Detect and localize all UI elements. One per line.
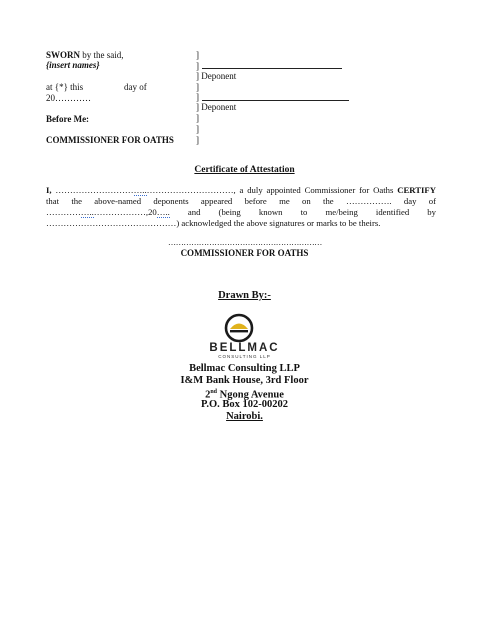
- sworn-line: [46, 50, 124, 60]
- sworn-label: SWORN: [46, 50, 81, 60]
- logo-subtitle: CONSULTING LLP: [218, 354, 271, 359]
- jurat-commissioner-label: COMMISSIONER FOR OATHS: [46, 135, 174, 145]
- day-of-label: day of: [124, 82, 147, 92]
- insert-names: {insert names}: [46, 60, 100, 70]
- deponent-label-2: ] Deponent: [196, 102, 237, 112]
- spellcheck-mark: …..: [133, 185, 147, 195]
- bracket: ]: [196, 135, 199, 145]
- certificate-paragraph: I, …………………………..…………………………, a duly appointed Commissioner for Oaths CERTIFY that the above-named deponents appeared before me on the ……………. day of ……………..………………,20….. and (being known to me/being identified by ………………………………………) acknowledged the above signatures or marks to be theirs.: [46, 185, 436, 228]
- logo-name: BELLMAC: [209, 342, 280, 354]
- bracket: ]: [196, 82, 199, 92]
- address-line-4: Nairobi.: [226, 411, 263, 422]
- before-me-label: Before Me:: [46, 114, 90, 124]
- firm-name: Bellmac Consulting LLP: [189, 363, 300, 374]
- deponent-signature-line-1: [202, 68, 342, 69]
- certify-word: CERTIFY: [397, 185, 436, 195]
- address-line-2: 2nd Ngong Avenue: [205, 389, 284, 401]
- bracket: ]: [196, 113, 199, 123]
- drawn-by-label: Drawn By:-: [218, 290, 271, 301]
- deponent-signature-line-2: [202, 100, 349, 101]
- address-line-1: I&M Bank House, 3rd Floor: [180, 375, 309, 386]
- bracket: ]: [196, 92, 199, 102]
- bracket: ]: [196, 61, 199, 71]
- bracket: ]: [196, 50, 199, 60]
- spellcheck-mark: …..: [156, 207, 170, 217]
- at-line: at {*} this: [46, 82, 84, 92]
- spellcheck-mark: …..: [80, 207, 94, 217]
- year-line: 20…………: [46, 93, 91, 103]
- certificate-commissioner-label: COMMISSIONER FOR OATHS: [180, 248, 309, 258]
- bellmac-logo-icon: [224, 313, 254, 343]
- bracket: ]: [196, 124, 199, 134]
- certificate-title: Certificate of Attestation: [194, 165, 295, 175]
- address-line-3: P.O. Box 102-00202: [200, 399, 289, 410]
- commissioner-signature-line: ……………………………………………………: [168, 238, 323, 247]
- deponent-label-1: ] Deponent: [196, 71, 237, 81]
- sworn-rest: by the said,: [80, 50, 124, 60]
